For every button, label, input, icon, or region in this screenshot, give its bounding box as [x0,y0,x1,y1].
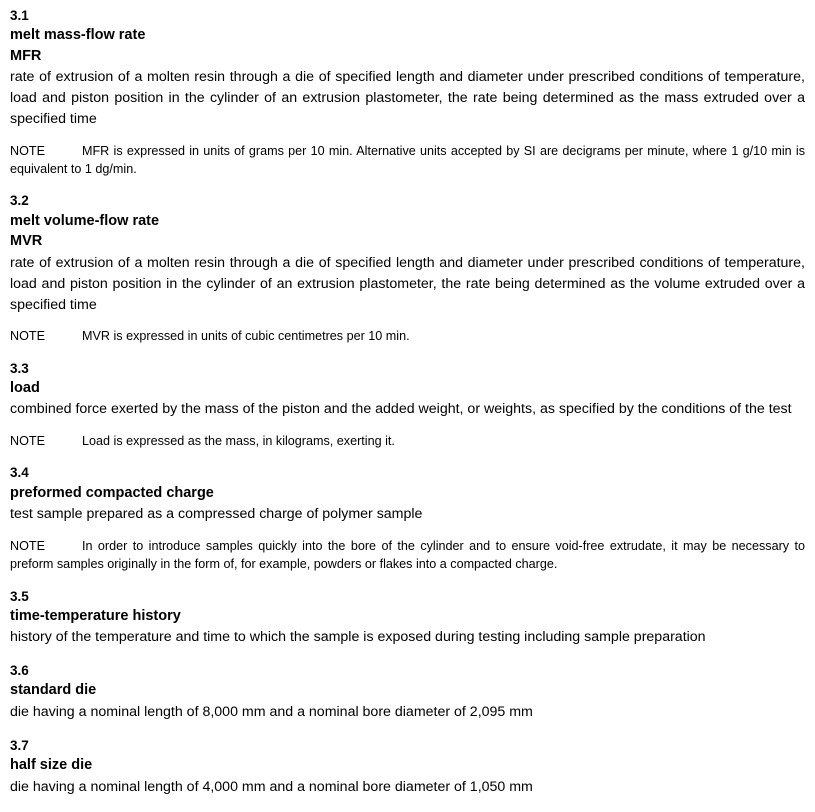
entry-term: preformed compacted charge [10,484,214,501]
entry-term: melt volume-flow rate [10,212,160,229]
note-label: NOTE [10,434,45,449]
entry-definition: die having a nominal length of 8,000 mm and a nominal bore diameter of 2,095 mm [10,703,533,720]
entry-number: 3.4 [10,465,29,481]
entry-number: 3.6 [10,663,29,679]
note-text: MFR is expressed in units of grams per 10 min. Alternative units accepted by SI are decigrams per minute, where 1 g/10 min is equivalent to 1 dg/min. [10,143,805,177]
entry-note [10,327,805,345]
note-label: NOTE [10,329,45,344]
entry-note [10,537,805,574]
entry-term: standard die [10,682,97,699]
note-text: In order to introduce samples quickly into the bore of the cylinder and to ensure void-free extrudate, it may be necessary to preform samples originally in the form of, for example, powders or flakes into a compacted charge. [10,539,805,572]
entry-definition: test sample prepared as a compressed charge of polymer sample [10,506,423,523]
note-label: NOTE [10,539,45,554]
definition-entry [10,6,805,178]
entry-number: 3.3 [10,360,29,376]
entry-term: time-temperature history [10,607,181,624]
entry-term: melt mass-flow rate [10,27,146,44]
entry-definition: history of the temperature and time to which the sample is exposed during testing including sample preparation [10,629,706,646]
definition-entry [10,191,805,345]
entry-definition: rate of extrusion of a molten resin through a die of specified length and diameter under prescribed conditions of temperature, load and piston position in the cylinder of an extrusion plastometer, the rate being determined as the volume extruded over a specified time [10,254,805,313]
definition-entry [10,463,805,573]
entry-number: 3.5 [10,588,29,604]
entry-term: half size die [10,756,93,773]
entry-definition: combined force exerted by the mass of the piston and the added weight, or weights, as specified by the conditions of the test [10,401,792,418]
note-text: Load is expressed as the mass, in kilograms, exerting it. [82,434,395,449]
definition-entry [10,359,805,451]
entry-number: 3.2 [10,193,29,209]
entry-definition: rate of extrusion of a molten resin through a die of specified length and diameter under prescribed conditions of temperature, load and piston position in the cylinder of an extrusion plastometer, the rate being determined as the mass extruded over a specified time [10,69,805,128]
note-text: MVR is expressed in units of cubic centimetres per 10 min. [82,329,410,344]
entry-note [10,432,805,450]
entry-term: load [10,379,40,396]
entry-definition: die having a nominal length of 4,000 mm and a nominal bore diameter of 1,050 mm [10,778,533,795]
definition-entry [10,587,805,649]
entry-abbreviation: MFR [10,47,42,64]
entry-note [10,142,805,179]
definition-entry [10,661,805,723]
entry-number: 3.1 [10,8,29,23]
entry-number: 3.7 [10,737,29,753]
note-label: NOTE [10,143,45,158]
definition-entry [10,736,805,798]
entry-abbreviation: MVR [10,233,43,250]
